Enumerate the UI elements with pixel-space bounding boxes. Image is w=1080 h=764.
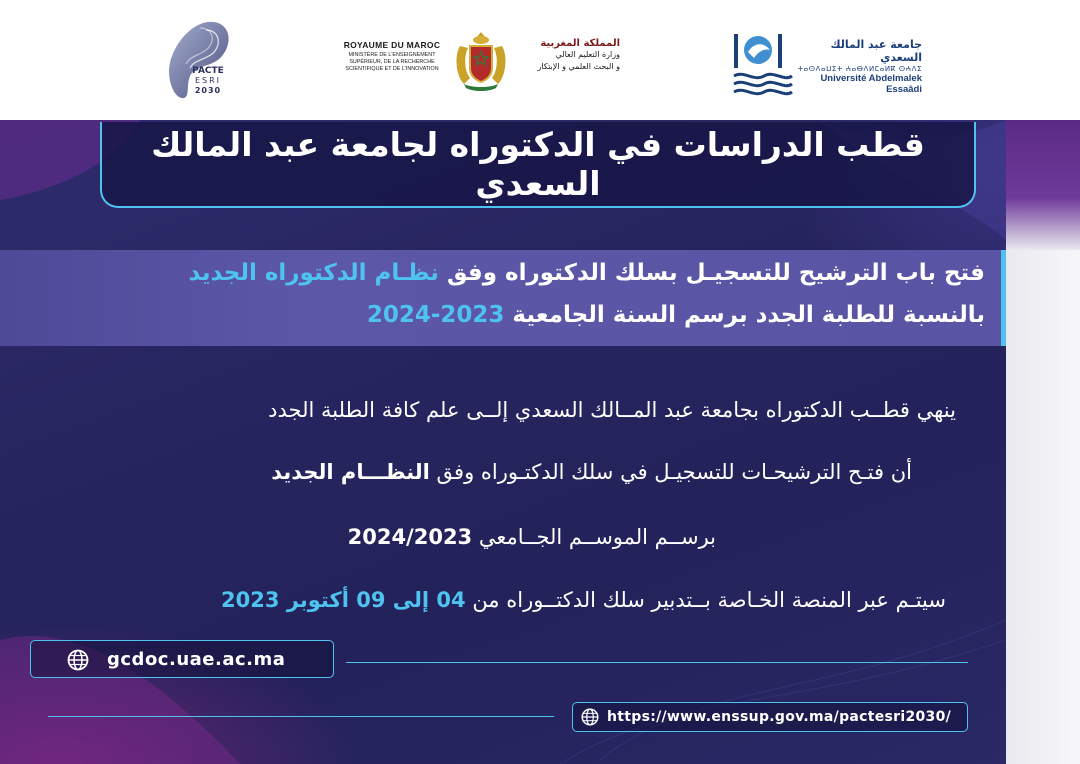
university-tifinagh: ⵜⴰⵙⴷⴰⵡⵉⵜ ⵄⴰⴱⴷⵍⵎⴰⵍⴽ ⵙⵄⴷⵉ [797,65,922,73]
divider-line-1 [346,662,968,663]
title-box [100,122,976,208]
body-line2-text: أن فتـح الترشيحـات للتسجيـل في سلك الدكتـوراه وفق [429,460,912,484]
banner-line2-year: 2023-2024 [366,302,505,328]
ministry-fr-sub: MINISTÈRE DE L'ENSEIGNEMENT SUPÉRIEUR, DE LA RECHERCHE SCIENTIFIQUE ET DE L'INNOVATION [345,52,439,72]
university-ar-name: جامعة عبد المالك السعدي [830,38,922,64]
body-line-4 [221,588,946,612]
banner-line2-text: بالنسبة للطلبة الجدد برسم السنة الجامعية [504,302,985,328]
body-line4-date: 09 أكتوبر 2023 [221,588,393,612]
body-line2-bold: النظـــام الجديد [271,460,430,484]
header [0,0,1080,120]
uae-logo-icon [730,30,796,98]
globe-icon [581,708,599,726]
ministry-arabic [516,38,620,73]
moroccan-coat-of-arms-icon [450,26,512,92]
divider-line-2 [48,716,554,717]
banner-line1-highlight: نظـام الدكتوراه الجديد [188,260,439,286]
pacte-text [186,66,230,96]
university-name [790,38,922,95]
ministry-ar-title: المملكة المغربية [540,38,620,49]
pacte-line2: ESRI [194,76,222,85]
banner-line1-text: فتح باب الترشيح للتسجيـل بسلك الدكتوراه وفق [438,260,985,286]
right-edge-band [1006,120,1080,250]
pacte-line3: 2030 [194,86,222,95]
ministry-fr-title: ROYAUME DU MAROC [343,40,441,50]
right-edge-strip [1006,120,1080,764]
body-line4-range: 04 إلى [392,588,466,612]
announcement-poster [0,120,1006,764]
ministry-french [338,40,446,73]
body-line3-year: 2024/2023 [347,525,473,549]
primary-url-text[interactable]: gcdoc.uae.ac.ma [107,649,286,670]
poster-title: قطب الدراسات في الدكتوراه لجامعة عبد المالك السعدي [151,125,925,203]
banner-line-2 [5,302,985,328]
ministry-ar-sub2: و البحث العلمي و الإبتكار [537,62,620,71]
announcement-banner [0,250,1006,346]
primary-url-link[interactable] [30,640,334,678]
body-line-2 [271,460,912,484]
globe-icon [67,649,89,671]
ministry-ar-sub1: وزارة التعليم العالي [555,50,620,59]
body-line3-text: برســم الموســم الجــامعي [472,525,716,549]
body-line1-text: ينهي قطــب الدكتوراه بجامعة عبد المــالك السعدي إلــى علم كافة الطلبة الجدد [268,398,956,422]
body-line4-text: سيتـم عبر المنصة الخـاصة بــتدبير سلك الدكتــوراه من [465,588,946,612]
body-line-1 [268,398,956,422]
body-line-3 [348,525,716,549]
banner-line-1 [5,260,985,286]
pacte-line1: PACTE [192,66,224,76]
secondary-url-text[interactable]: https://www.enssup.gov.ma/pactesri2030/ [607,709,952,725]
university-fr-name: Université Abdelmalek Essaâdi [820,73,922,95]
secondary-url-link[interactable] [572,702,968,732]
